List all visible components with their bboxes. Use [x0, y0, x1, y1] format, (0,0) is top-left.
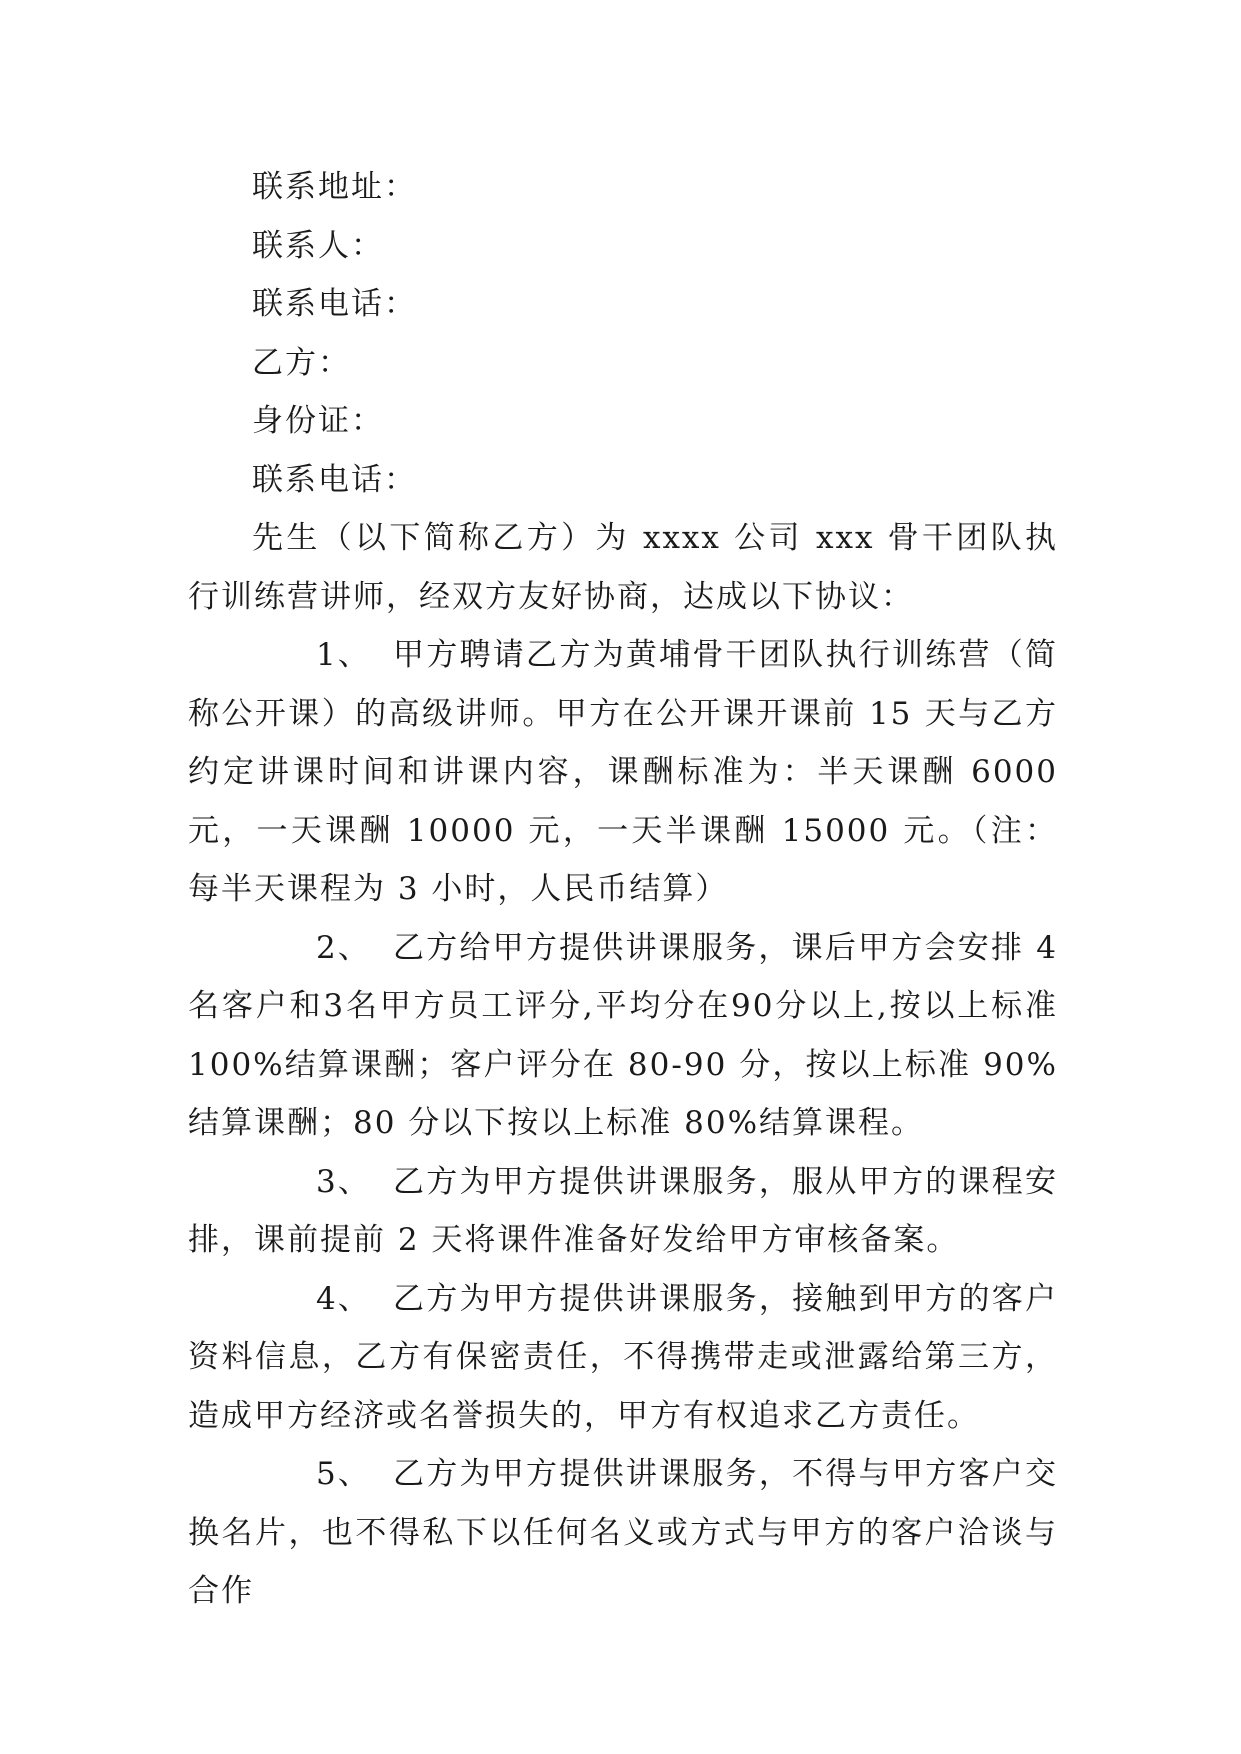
clause-2	[188, 919, 1058, 1153]
clause-number: 3、	[316, 1163, 371, 1200]
clause-text: 乙方为甲方提供讲课服务，服从甲方的课程安排，课前提前 2 天将课件准备好发给甲方审核备案。	[188, 1163, 1058, 1258]
contact-person-field: 联系人：	[252, 227, 384, 264]
intro-paragraph: 先生（以下简称乙方）为 xxxx 公司 xxx 骨干团队执行训练营讲师，经双方友好协商，达成以下协议：	[188, 520, 1058, 615]
clause-text: 乙方给甲方提供讲课服务，课后甲方会安排 4 名客户和3名甲方员工评分,平均分在90分以上,按以上标准 100%结算课酬；客户评分在 80-90 分，按以上标准 90%结算课酬；80 分以下按以上标准 80%结算课程。	[188, 929, 1058, 1141]
clause-3	[188, 1153, 1058, 1270]
clause-text: 甲方聘请乙方为黄埔骨干团队执行训练营（简称公开课）的高级讲师。甲方在公开课开课前 15 天与乙方约定讲课时间和讲课内容，课酬标准为：半天课酬 6000 元，一天课酬 10000 元，一天半课酬 15000 元。（注：每半天课程为 3 小时，人民币结算）	[188, 637, 1058, 907]
contact-phone-field: 联系电话：	[252, 286, 417, 322]
clause-number: 5、	[316, 1456, 371, 1492]
clause-number: 2、	[316, 929, 371, 966]
contact-address-field: 联系地址：	[252, 169, 417, 205]
clause-text: 乙方为甲方提供讲课服务，接触到甲方的客户资料信息，乙方有保密责任，不得携带走或泄露给第三方，造成甲方经济或名誉损失的，甲方有权追求乙方责任。	[188, 1280, 1058, 1434]
clause-number: 1、	[316, 637, 371, 673]
clause-4	[188, 1270, 1058, 1446]
party-b-phone-field: 联系电话：	[252, 461, 417, 498]
document-body	[188, 158, 1058, 1621]
clause-1	[188, 626, 1058, 919]
clause-number: 4、	[316, 1280, 371, 1317]
clause-5	[188, 1445, 1058, 1621]
party-b-field: 乙方：	[252, 344, 351, 381]
id-card-field: 身份证：	[252, 403, 384, 439]
clause-text: 乙方为甲方提供讲课服务，不得与甲方客户交换名片，也不得私下以任何名义或方式与甲方的客户洽谈与合作	[188, 1456, 1058, 1609]
